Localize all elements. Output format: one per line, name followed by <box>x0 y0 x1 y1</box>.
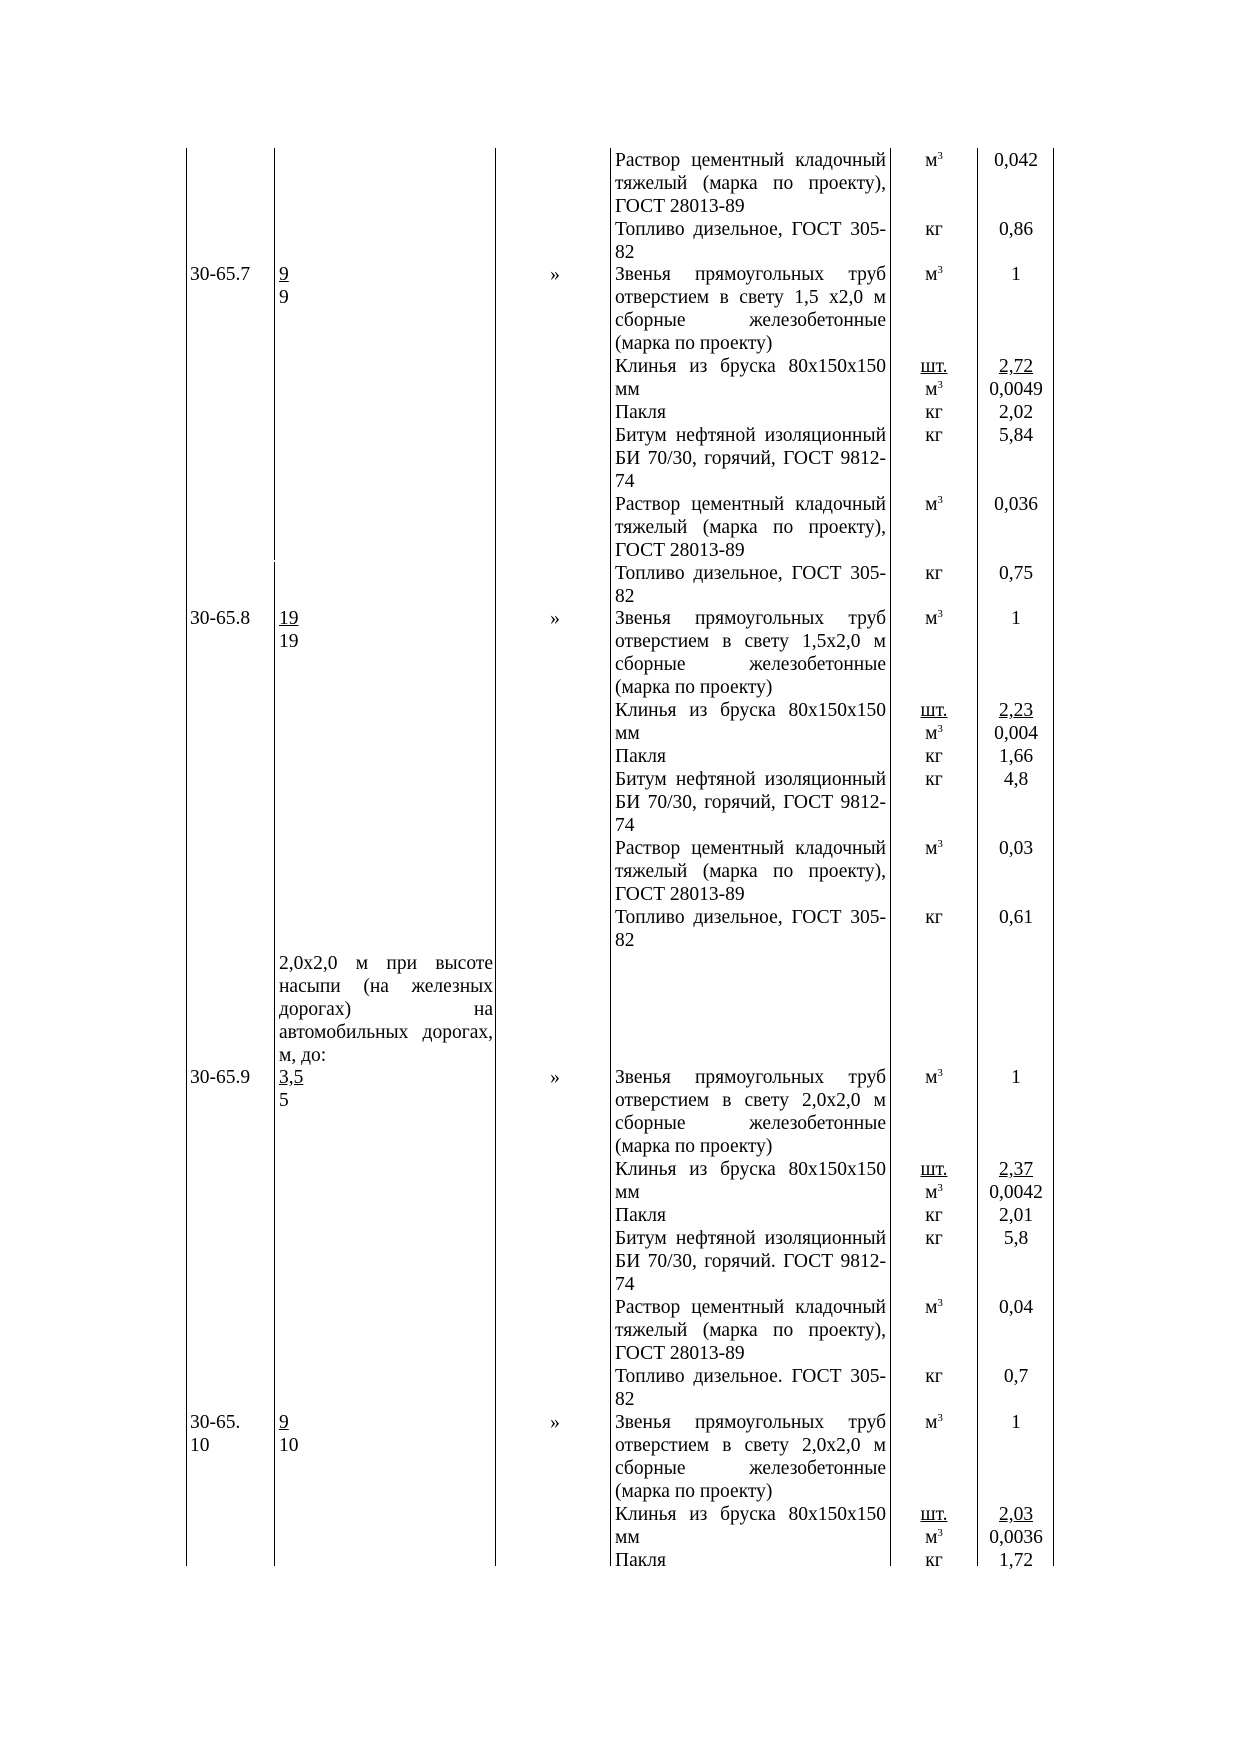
quantity: 1 <box>1011 1412 1021 1433</box>
unit: кг <box>925 563 943 584</box>
unit: шт. $м^3$ <box>920 356 948 400</box>
unit: $м^3$ <box>925 1412 943 1433</box>
quantity: 2,01 <box>998 1205 1034 1226</box>
unit: кг <box>925 219 943 240</box>
quantity: 0,75 <box>998 563 1034 584</box>
unit: кг <box>925 746 943 767</box>
material-name: Пакля <box>615 1550 666 1571</box>
material-name: Топливо дизельное, ГОСТ 305-82 <box>615 219 886 263</box>
material-name: Клинья из бруска 80х150х150 мм <box>615 356 886 400</box>
quantity: 0,036 <box>994 494 1038 515</box>
quantity: 0,04 <box>998 1297 1034 1318</box>
material-name: Топливо дизельное, ГОСТ 305-82 <box>615 907 886 951</box>
unit: кг <box>925 907 943 928</box>
embankment-height <box>279 607 493 653</box>
material-name: Топливо дизельное. ГОСТ 305-82 <box>615 1366 886 1410</box>
material-name: Звенья прямоугольных труб отверстием в свету 1,5 х2,0 м сборные железобетонные (марка по проекту) <box>615 264 886 354</box>
norm-code: 30-65.9 <box>190 1067 251 1088</box>
quantity: 5,84 <box>998 425 1034 446</box>
unit: шт. $м^3$ <box>920 700 948 744</box>
unit: кг <box>925 402 943 423</box>
column-divider-material <box>890 148 891 1566</box>
unit: $м^3$ <box>925 838 943 859</box>
height-railway: 9 <box>279 1412 289 1433</box>
ditto-mark: » <box>550 1412 560 1433</box>
embankment-height <box>279 1411 493 1457</box>
material-name: Пакля <box>615 1205 666 1226</box>
height-railway: 3,5 <box>279 1067 304 1088</box>
unit: кг <box>925 1205 943 1226</box>
unit: $м^3$ <box>925 608 943 629</box>
unit: $м^3$ <box>925 1067 943 1088</box>
material-name: Клинья из бруска 80х150х150 мм <box>615 1159 886 1203</box>
column-divider-ditto <box>610 148 611 1566</box>
table-border-left <box>186 148 187 1566</box>
height-road: 10 <box>279 1435 299 1456</box>
quantity: 1 <box>1011 1067 1021 1088</box>
quantity: 0,7 <box>1003 1366 1029 1387</box>
unit: $м^3$ <box>925 1297 943 1318</box>
quantity: 1,66 <box>998 746 1034 767</box>
quantity: 5,8 <box>1003 1228 1029 1249</box>
material-name: Пакля <box>615 402 666 423</box>
unit: кг <box>925 1228 943 1249</box>
quantity: 0,61 <box>998 907 1034 928</box>
ditto-mark: » <box>550 264 560 285</box>
material-name: Звенья прямоугольных труб отверстием в свету 2,0х2,0 м сборные железобетонные (марка по проекту) <box>615 1067 886 1157</box>
height-road: 5 <box>279 1090 289 1111</box>
unit: кг <box>925 769 943 790</box>
column-divider-param <box>495 148 496 1566</box>
norm-code: 30-65.8 <box>190 608 251 629</box>
material-name: Битум нефтяной изоляционный БИ 70/30, горячий. ГОСТ 9812-74 <box>615 1228 886 1295</box>
material-name: Пакля <box>615 746 666 767</box>
quantity: 0,86 <box>998 219 1034 240</box>
column-divider-code <box>274 148 275 560</box>
column-divider-code <box>274 562 275 1566</box>
height-road: 9 <box>279 287 289 308</box>
quantity: 2,37 0,0042 <box>989 1159 1043 1203</box>
material-name: Раствор цементный кладочный тяжелый (марка по проекту), ГОСТ 28013-89 <box>615 1297 886 1364</box>
quantity: 1,72 <box>998 1550 1034 1571</box>
unit: шт. $м^3$ <box>920 1159 948 1203</box>
unit: $м^3$ <box>925 150 943 171</box>
unit: $м^3$ <box>925 264 943 285</box>
material-name: Топливо дизельное, ГОСТ 305-82 <box>615 563 886 607</box>
quantity: 4,8 <box>1003 769 1029 790</box>
unit: $м^3$ <box>925 494 943 515</box>
height-railway: 9 <box>279 264 289 285</box>
material-name: Раствор цементный кладочный тяжелый (марка по проекту), ГОСТ 28013-89 <box>615 838 886 905</box>
height-railway: 19 <box>279 608 299 629</box>
unit: кг <box>925 425 943 446</box>
quantity: 0,03 <box>998 838 1034 859</box>
quantity: 2,03 0,0036 <box>989 1504 1043 1548</box>
section-heading: 2,0х2,0 м при высоте насыпи (на железных дорогах) на автомобильных дорогах, м, до: <box>279 953 493 1066</box>
material-name: Клинья из бруска 80х150х150 мм <box>615 1504 886 1548</box>
quantity: 0,042 <box>994 150 1038 171</box>
embankment-height <box>279 263 493 309</box>
quantity: 2,72 0,0049 <box>989 356 1043 400</box>
unit: кг <box>925 1550 943 1571</box>
material-name: Звенья прямоугольных труб отверстием в свету 1,5х2,0 м сборные железобетонные (марка по проекту) <box>615 608 886 698</box>
unit: шт. $м^3$ <box>920 1504 948 1548</box>
material-name: Звенья прямоугольных труб отверстием в свету 2,0х2,0 м сборные железобетонные (марка по проекту) <box>615 1412 886 1502</box>
quantity: 2,02 <box>998 402 1034 423</box>
embankment-height <box>279 1066 493 1112</box>
norm-code: 30-65. 10 <box>190 1412 241 1456</box>
quantity: 1 <box>1011 608 1021 629</box>
material-name: Раствор цементный кладочный тяжелый (марка по проекту), ГОСТ 28013-89 <box>615 150 886 217</box>
norm-code: 30-65.7 <box>190 264 251 285</box>
unit: кг <box>925 1366 943 1387</box>
ditto-mark: » <box>550 608 560 629</box>
quantity: 2,23 0,004 <box>994 700 1038 744</box>
material-name: Раствор цементный кладочный тяжелый (марка по проекту), ГОСТ 28013-89 <box>615 494 886 561</box>
material-name: Клинья из бруска 80х150х150 мм <box>615 700 886 744</box>
material-name: Битум нефтяной изоляционный БИ 70/30, горячий, ГОСТ 9812-74 <box>615 425 886 492</box>
ditto-mark: » <box>550 1067 560 1088</box>
height-road: 19 <box>279 631 299 652</box>
material-name: Битум нефтяной изоляционный БИ 70/30, горячий, ГОСТ 9812-74 <box>615 769 886 836</box>
quantity: 1 <box>1011 264 1021 285</box>
